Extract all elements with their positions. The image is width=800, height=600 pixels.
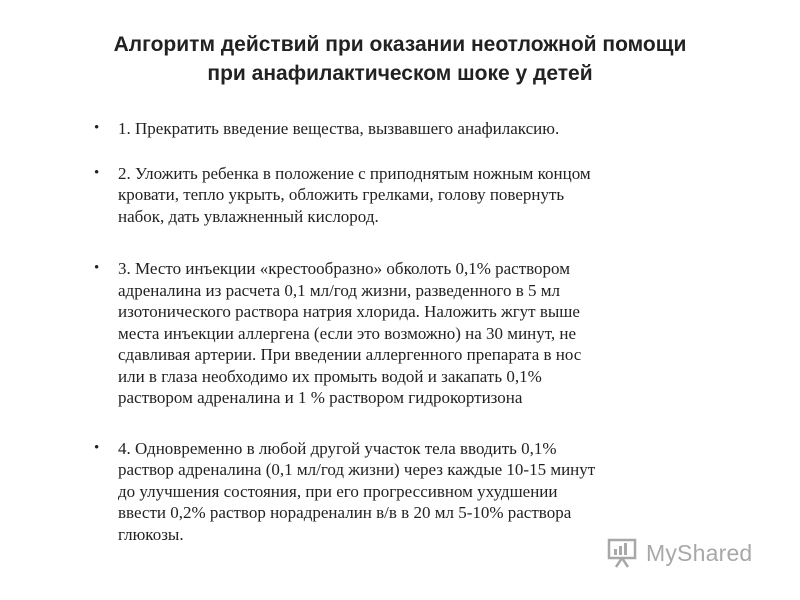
item-line: сдавливая артерии. При введении аллергенного препарата в нос [118,345,582,364]
item-line: 4. Одновременно в любой другой участок тела вводить 0,1% [118,438,557,458]
item-line: кровати, тепло укрыть, обложить грелками, голову повернуть [118,185,565,204]
title-line: при анафилактическом шоке у детей [207,62,593,85]
myshared-watermark [606,537,752,569]
item-line: адреналина из расчета 0,1 мл/год жизни, разведенного в 5 мл [118,280,560,300]
item-line: набок, дать увлажненный кислород. [118,206,379,226]
item-line: глюкозы. [118,524,184,544]
watermark-text: MyShared [646,539,753,566]
slide-title [40,30,760,88]
list-item-3 [96,258,756,409]
list-item-1 [96,118,756,140]
item-line: изотонического раствора натрия хлорида. Наложить жгут выше [118,302,580,321]
bullet-icon: • [94,439,100,456]
bullet-icon: • [94,164,100,181]
item-line: 1. Прекратить введение вещества, вызвавшего анафилаксию. [118,119,560,138]
bullet-icon: • [94,120,100,136]
item-line: места инъекции аллергена (если это возможно) на 30 минут, не [118,323,577,343]
item-line: 3. Место инъекции «крестообразно» обколоть 0,1% раствором [118,259,570,278]
item-line: 2. Уложить ребенка в положение с приподнятым ножным концом [118,163,591,183]
item-line: до улучшения состояния, при его прогрессивном ухудшении [118,481,558,501]
item-line: раствором адреналина и 1 % раствором гидрокортизона [118,388,523,407]
bullet-icon: • [94,260,100,276]
list-item-2 [96,163,756,228]
item-line: или в глаза необходимо их промыть водой и закапать 0,1% [118,366,542,386]
presentation-board-icon [606,537,640,569]
list-item-4 [96,438,756,546]
title-line: Алгоритм действий при оказании неотложной помощи [113,33,687,56]
algorithm-list [96,118,756,545]
item-line: ввести 0,2% раствор норадреналин в/в в 20 мл 5-10% раствора [118,503,572,522]
item-line: раствор адреналина (0,1 мл/год жизни) через каждые 10-15 минут [118,460,596,479]
